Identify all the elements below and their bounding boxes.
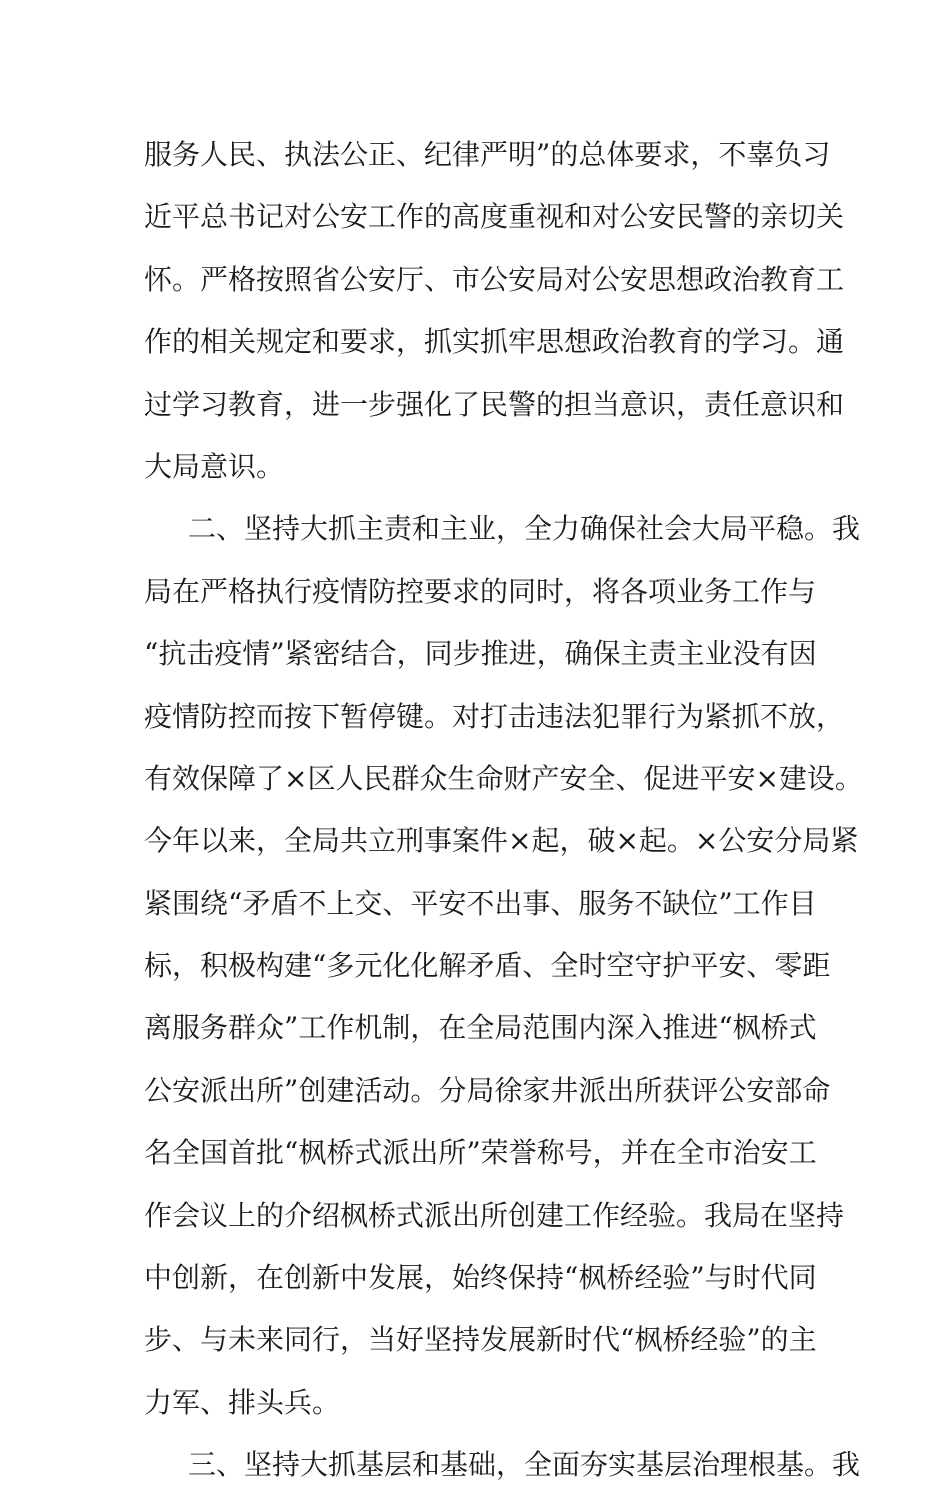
paragraph-2-line-4: 疫情防控而按下暂停键。对打击违法犯罪行为紧抓不放， xyxy=(144,699,845,733)
paragraph-1-line-6: 大局意识。 xyxy=(144,449,285,483)
paragraph-2-line-5: 有效保障了×区人民群众生命财产安全、促进平安×建设。 xyxy=(144,761,863,795)
paragraph-2-line-9: 离服务群众”工作机制，在全局范围内深入推进“枫桥式 xyxy=(144,1011,817,1045)
paragraph-1-line-2: 近平总书记对公安工作的高度重视和对公安民警的亲切关 xyxy=(144,200,845,234)
paragraph-1-line-1: 服务人民、执法公正、纪律严明”的总体要求，不辜负习 xyxy=(144,138,831,171)
paragraph-2-line-11: 名全国首批“枫桥式派出所”荣誉称号，并在全市治安工 xyxy=(144,1136,817,1170)
document-body xyxy=(144,124,863,1497)
paragraph-1-line-4: 作的相关规定和要求，抓实抓牢思想政治教育的学习。通 xyxy=(144,325,845,359)
paragraph-2-line-14: 步、与未来同行，当好坚持发展新时代“枫桥经验”的主 xyxy=(144,1323,817,1357)
paragraph-2-line-6: 今年以来，全局共立刑事案件×起，破×起。×公安分局紧 xyxy=(144,824,859,858)
paragraph-2-line-1: 二、坚持大抓主责和主业，全力确保社会大局平稳。我 xyxy=(188,512,861,546)
paragraph-2-line-13: 中创新，在创新中发展，始终保持“枫桥经验”与时代同 xyxy=(144,1261,817,1295)
paragraph-1-line-5: 过学习教育，进一步强化了民警的担当意识，责任意识和 xyxy=(144,387,845,421)
paragraph-2-line-7: 紧围绕“矛盾不上交、平安不出事、服务不缺位”工作目 xyxy=(144,886,817,920)
paragraph-2-line-10: 公安派出所”创建活动。分局徐家井派出所获评公安部命 xyxy=(144,1073,831,1107)
paragraph-2-line-8: 标，积极构建“多元化化解矛盾、全时空守护平安、零距 xyxy=(144,949,831,983)
paragraph-2-line-12: 作会议上的介绍枫桥式派出所创建工作经验。我局在坚持 xyxy=(144,1198,845,1232)
paragraph-3-line-1: 三、坚持大抓基层和基础，全面夯实基层治理根基。我 xyxy=(188,1448,861,1482)
paragraph-2-line-2: 局在严格执行疫情防控要求的同时，将各项业务工作与 xyxy=(144,574,817,608)
paragraph-2-line-3: “抗击疫情”紧密结合，同步推进，确保主责主业没有因 xyxy=(144,637,817,671)
paragraph-2-line-15: 力军、排头兵。 xyxy=(144,1385,341,1419)
paragraph-1-line-3: 怀。严格按照省公安厅、市公安局对公安思想政治教育工 xyxy=(144,262,845,296)
